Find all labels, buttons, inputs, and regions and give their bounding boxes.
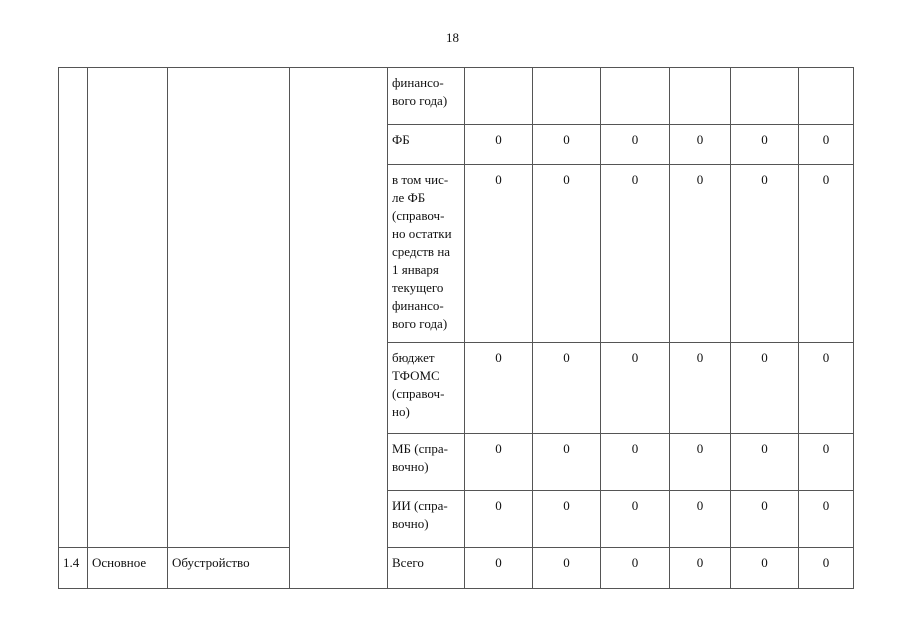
- funding-source-cell: Всего: [388, 548, 465, 589]
- value-cell: 0: [465, 343, 533, 434]
- value-cell: [601, 68, 670, 125]
- value-cell: 0: [601, 491, 670, 548]
- funding-source-cell: ИИ (спра- вочно): [388, 491, 465, 548]
- funding-source-cell: бюджет ТФОМС (справоч- но): [388, 343, 465, 434]
- value-cell: 0: [731, 491, 799, 548]
- page-number: 18: [446, 30, 459, 45]
- value-cell: 0: [533, 548, 601, 589]
- value-cell: 0: [799, 343, 854, 434]
- value-cell: 0: [533, 343, 601, 434]
- value-cell: 0: [731, 343, 799, 434]
- value-cell: 0: [799, 165, 854, 343]
- value-cell: 0: [533, 491, 601, 548]
- value-cell: 0: [465, 548, 533, 589]
- value-cell: 0: [731, 434, 799, 491]
- value-cell: 0: [601, 548, 670, 589]
- value-cell: 0: [533, 165, 601, 343]
- value-cell: 0: [731, 165, 799, 343]
- value-cell: [533, 68, 601, 125]
- value-cell: 0: [799, 491, 854, 548]
- value-cell: 0: [601, 125, 670, 165]
- value-cell: 0: [533, 434, 601, 491]
- value-cell: 0: [799, 548, 854, 589]
- value-cell: 0: [731, 548, 799, 589]
- value-cell: 0: [601, 165, 670, 343]
- item-description-cell: Обустройство: [168, 548, 290, 589]
- funding-source-cell: финансо- вого года): [388, 68, 465, 125]
- description-cell-continued: [168, 68, 290, 548]
- value-cell: 0: [670, 125, 731, 165]
- table-row: [59, 548, 854, 589]
- responsible-cell: [290, 68, 388, 589]
- value-cell: [799, 68, 854, 125]
- value-cell: 0: [670, 491, 731, 548]
- value-cell: 0: [601, 434, 670, 491]
- value-cell: [731, 68, 799, 125]
- name-cell-continued: [88, 68, 168, 548]
- number-cell-continued: [59, 68, 88, 548]
- value-cell: 0: [799, 125, 854, 165]
- value-cell: 0: [465, 165, 533, 343]
- value-cell: 0: [670, 165, 731, 343]
- value-cell: 0: [465, 434, 533, 491]
- budget-table: [58, 67, 854, 589]
- funding-source-cell: МБ (спра- вочно): [388, 434, 465, 491]
- value-cell: 0: [799, 434, 854, 491]
- value-cell: 0: [670, 343, 731, 434]
- value-cell: 0: [465, 491, 533, 548]
- funding-source-cell: ФБ: [388, 125, 465, 165]
- value-cell: [670, 68, 731, 125]
- value-cell: 0: [601, 343, 670, 434]
- value-cell: 0: [731, 125, 799, 165]
- value-cell: 0: [670, 434, 731, 491]
- item-number-cell: 1.4: [59, 548, 88, 589]
- value-cell: 0: [533, 125, 601, 165]
- value-cell: [465, 68, 533, 125]
- value-cell: 0: [465, 125, 533, 165]
- value-cell: 0: [670, 548, 731, 589]
- item-name-cell: Основное: [88, 548, 168, 589]
- table-row: [59, 68, 854, 125]
- funding-source-cell: в том чис- ле ФБ (справоч- но остатки средств на 1 января текущего финансо- вого года): [388, 165, 465, 343]
